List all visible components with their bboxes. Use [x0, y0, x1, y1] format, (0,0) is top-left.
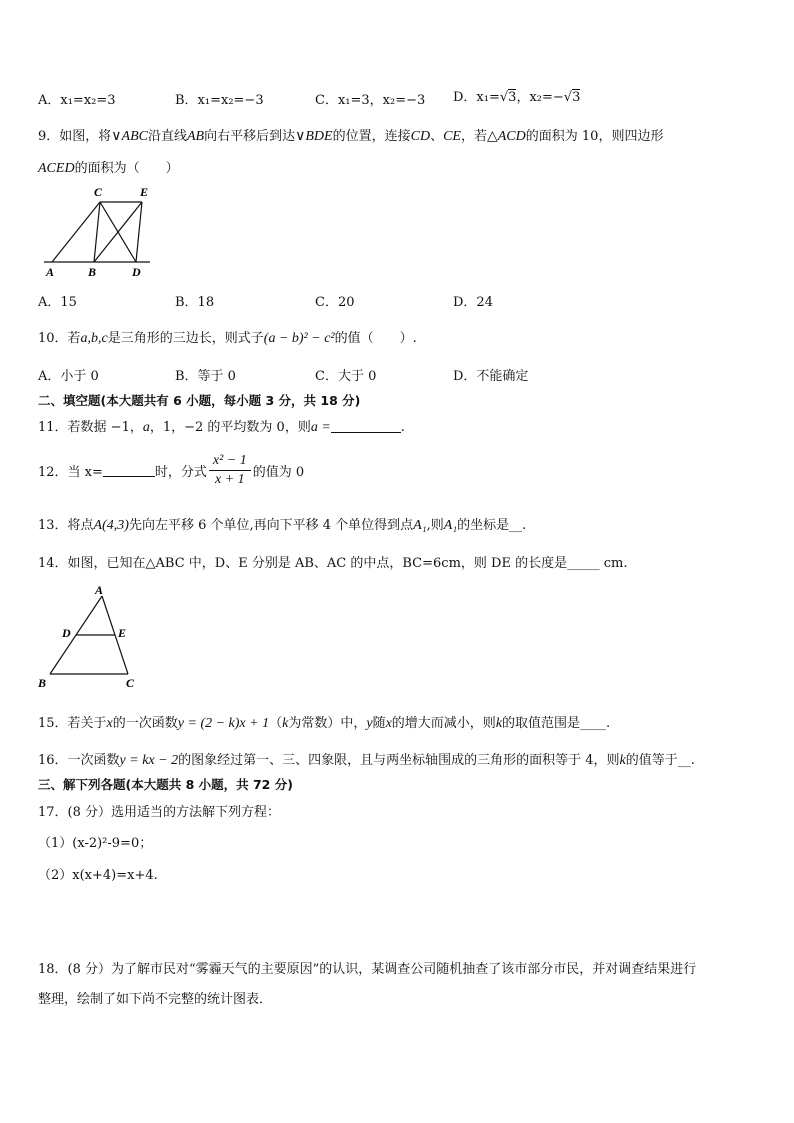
q9-option-d: D．24 — [453, 295, 493, 310]
q15-var-y: y — [366, 716, 373, 731]
q15-text: 的取值范围是____. — [502, 716, 611, 731]
q16-line — [38, 749, 695, 769]
q9-figure — [38, 180, 158, 280]
q9-triangle-abc: ∨ABC — [111, 129, 148, 144]
q10-expression: (a − b)² − c² — [263, 331, 335, 346]
q9-text: 、 — [430, 129, 444, 144]
q10-vars: a,b,c — [80, 331, 108, 346]
q13-text: ,则 — [426, 518, 444, 533]
q14-label-d: D — [62, 626, 71, 640]
q9-text: ，若 — [460, 129, 487, 144]
q9-line-ab: AB — [187, 129, 205, 144]
q13-point-a1: A₁ — [413, 518, 427, 533]
q9-text: 9．如图，将 — [38, 129, 112, 144]
q8-option-d-radicand2: 3 — [572, 90, 581, 105]
section-solve-heading: 三、解下列各题(本大题共 8 小题，共 72 分) — [38, 777, 293, 792]
q15-text: 随 — [372, 716, 386, 731]
q16-var-k: k — [619, 753, 626, 768]
q9-segment-cd: CD — [410, 129, 431, 144]
q14-label-a: A — [95, 583, 104, 597]
q10-text: 的值（ ）. — [334, 331, 417, 346]
q9-triangle-bde: ∨BDE — [295, 129, 333, 144]
q9-triangle-acd: △ACD — [486, 129, 526, 144]
q17-part1: （1）(x-2)²-9=0； — [38, 836, 153, 851]
q16-text: 16．一次函数 — [38, 753, 120, 768]
q10-text: 是三角形的三边长，则式子 — [107, 331, 264, 346]
q18-line1: 18．(8 分）为了解市民对“雾霾天气的主要原因”的认识，某调查公司随机抽查了该市部分市民，并对调查结果进行 — [38, 962, 697, 977]
q9-text: 向右平移后到达 — [204, 129, 296, 144]
q9-text: 的面积为 10，则四边形 — [525, 129, 664, 144]
q12-line — [38, 453, 304, 488]
q14-label-e: E — [118, 626, 127, 640]
q14-figure — [36, 580, 146, 692]
q14-line: 14．如图，已知在△ABC 中，D、E 分别是 AB、AC 的中点，BC=6cm，则 DE 的长度是_____ cm. — [38, 556, 628, 571]
q16-function: y = kx − 2 — [119, 753, 179, 768]
q11-answer-blank — [331, 420, 401, 433]
q11-text: 11．若数据 −1， — [38, 420, 143, 435]
q13-text: 的坐标是__. — [457, 518, 527, 533]
q12-fraction — [209, 453, 251, 488]
q9-text: 的位置，连接 — [332, 129, 411, 144]
q12-denominator: x + 1 — [215, 472, 245, 487]
q10-option-c: C．大于 0 — [315, 369, 377, 384]
q9-quad-aced: ACED — [38, 161, 75, 176]
q9-line1 — [38, 125, 663, 145]
q9-segment — [94, 202, 142, 262]
q15-text: （ — [269, 716, 283, 731]
q10-text: 10．若 — [38, 331, 81, 346]
section-fill-in-heading: 二、填空题(本大题共有 6 小题，每小题 3 分，共 18 分) — [38, 393, 361, 408]
q9-label-c: C — [94, 185, 103, 199]
q9-segment-ce: CE — [443, 129, 461, 144]
q15-text: 的增大而减小，则 — [391, 716, 496, 731]
q12-text: 的值为 0 — [252, 465, 305, 480]
q11-var-a: a — [142, 420, 150, 435]
q16-text: 的值等于__. — [625, 753, 695, 768]
q9-text: 沿直线 — [147, 129, 187, 144]
q15-text: 的一次函数 — [112, 716, 178, 731]
q15-line — [38, 712, 610, 732]
q14-label-c: C — [126, 676, 135, 690]
q15-var-k: k — [282, 716, 289, 731]
q11-text: . — [400, 420, 405, 435]
q13-point-a: A(4,3) — [93, 518, 129, 533]
q13-text: 先向左平移 6 个单位,再向下平移 4 个单位得到点 — [128, 518, 414, 533]
q9-label-a: A — [46, 265, 55, 279]
q12-numerator: x² − 1 — [209, 453, 251, 471]
q13-line — [38, 514, 526, 534]
q8-option-d-prefix: D．x₁= — [453, 90, 500, 105]
sqrt-symbol: √ — [499, 90, 509, 105]
q9-label-e: E — [140, 185, 149, 199]
q8-option-b: B．x₁=x₂=−3 — [175, 93, 264, 108]
q9-label-b: B — [88, 265, 97, 279]
q9-segment — [94, 202, 100, 262]
q9-label-d: D — [132, 265, 141, 279]
q9-segment — [52, 202, 100, 262]
q10-option-a: A．小于 0 — [38, 369, 99, 384]
q8-option-a: A．x₁=x₂=3 — [38, 93, 116, 108]
q10-option-d: D．不能确定 — [453, 369, 529, 384]
q15-var-x: x — [385, 716, 392, 731]
q14-label-b: B — [38, 676, 47, 690]
q17-part2: （2）x(x+4)=x+4. — [38, 868, 158, 883]
q9-line2 — [38, 157, 179, 177]
q9-option-a: A．15 — [38, 295, 77, 310]
q15-text: 15．若关于 — [38, 716, 107, 731]
q9-segment — [136, 202, 142, 262]
q15-function: y = (2 − k)x + 1 — [177, 716, 270, 731]
q11-text: ，1，−2 的平均数为 0，则 — [149, 420, 311, 435]
q10-option-b: B．等于 0 — [175, 369, 236, 384]
q18-line2: 整理，绘制了如下尚不完整的统计图表． — [38, 992, 273, 1007]
q15-text: 为常数）中， — [288, 716, 367, 731]
q16-text: 的图象经过第一、三、四象限，且与两坐标轴围成的三角形的面积等于 4，则 — [178, 753, 620, 768]
q17-heading: 17．(8 分）选用适当的方法解下列方程： — [38, 805, 281, 820]
q8-option-d-mid: ，x₂=− — [516, 90, 564, 105]
q13-point-a1: A₁ — [443, 518, 458, 533]
q11-line — [38, 416, 405, 436]
q13-text: 13．将点 — [38, 518, 94, 533]
q9-option-c: C．20 — [315, 295, 355, 310]
q15-var-x: x — [106, 716, 113, 731]
sqrt-symbol: √ — [563, 90, 573, 105]
q11-var-a-eq: a = — [310, 420, 331, 435]
q9-text: 的面积为（ ） — [74, 161, 179, 176]
q8-option-c: C．x₁=3，x₂=−3 — [315, 93, 426, 108]
q12-text: 12．当 x= — [38, 465, 103, 480]
q12-text: 时，分式 — [154, 465, 207, 480]
q15-var-k: k — [495, 716, 503, 731]
q8-option-d — [453, 86, 580, 105]
q8-option-d-radicand1: 3 — [508, 90, 517, 105]
q10-line — [38, 327, 417, 347]
q9-option-b: B．18 — [175, 295, 215, 310]
q12-answer-blank — [103, 464, 155, 477]
